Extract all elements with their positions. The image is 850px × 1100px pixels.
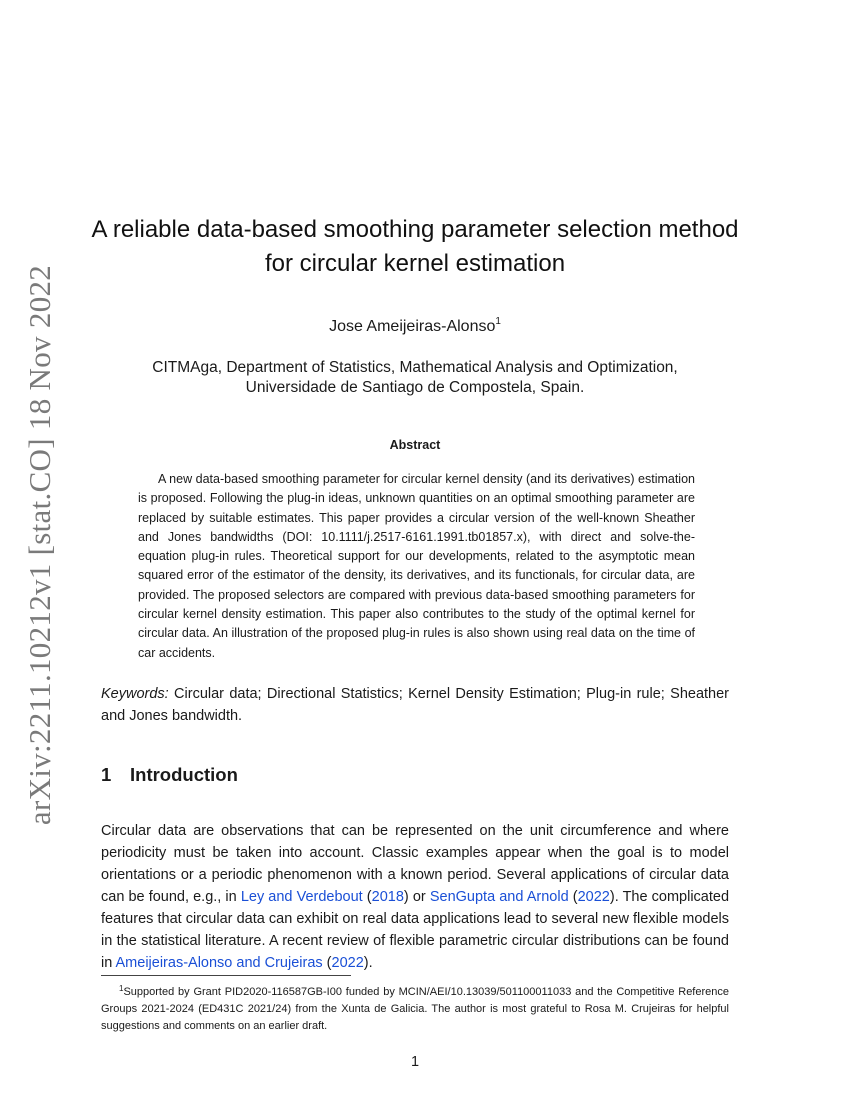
- footnote: [101, 980, 729, 1035]
- citation-year-link-sengupta-arnold[interactable]: 2022: [577, 889, 610, 905]
- introduction-paragraph: Circular data are observations that can be represented on the unit circumference and where periodicity must be taken into account. Classic examples appear when the goal is to model orientations or a periodic phenomenon with a known period. Several applications of circular data can be found, e.g., in Ley and Verdebout (2018) or SenGupta and Arnold (2022). The complicated features that circular data can exhibit on real data applications lead to several new flexible models in the statistical literature. A recent review of flexible parametric circular distributions can be found in Ameijeiras-Alonso and Crujeiras (2022).: [101, 823, 730, 971]
- abstract-body: A new data-based smoothing parameter for circular kernel density (and its derivatives) estimation is proposed. Following the plug-in ideas, unknown quantities on an optimal smoothing parameter are replaced by suitable estimates. This paper provides a circular version of the well-known Sheather and Jones bandwidths (DOI: 10.1111/j.2517-6161.1991.tb01857.x), with direct and solve-the-equation plug-in rules. Theoretical support for our developments, related to the asymptotic mean squared error of the estimator of the density, its derivatives, and its functionals, for circular data, are provided. The proposed selectors are compared with previous data-based smoothing parameters for circular kernel density estimation. This paper also contributes to the study of the optimal kernel for circular data. An illustration of the proposed plug-in rules is also shown using real data on the time of car accidents.: [138, 472, 695, 660]
- citation-year-link-ley-verdebout[interactable]: 2018: [371, 889, 404, 905]
- intro-text-3: . The complicated features that circular data can exhibit on real data applications lead to several new flexible models in the statistical literature. A recent review of flexible parametric circular distributions can be found in: [101, 889, 730, 971]
- intro-text-1: Circular data are observations that can be represented on the unit circumference and where periodicity must be taken into account. Classic examples appear when the goal is to model orientations or a periodic phenomenon with a known period. Several applications of circular data can be found, e.g., in: [101, 823, 729, 905]
- citation-link-ley-verdebout[interactable]: Ley and Verdebout: [240, 889, 363, 905]
- footnote-divider: [101, 975, 351, 976]
- keywords-label: Keywords:: [101, 686, 169, 702]
- paper-title-line-1: A reliable data-based smoothing parameter selection method: [91, 216, 739, 243]
- affiliation-line-1: CITMAga, Department of Statistics, Mathematical Analysis and Optimization,: [152, 359, 678, 376]
- citation-link-sengupta-arnold[interactable]: SenGupta and Arnold: [429, 889, 569, 905]
- keywords-paragraph: [101, 683, 729, 727]
- author-line: [60, 312, 770, 337]
- footnote-text: Supported by Grant PID2020-116587GB-I00 funded by MCIN/AEI/10.13039/501100011033 and the Competitive Reference Groups 2021-2024 (ED431C 2021/24) from the Xunta de Galicia. The author is most grateful to Rosa M. Crujeiras for helpful suggestions and comments on an earlier draft.: [101, 986, 729, 1032]
- abstract-heading: Abstract: [389, 438, 441, 452]
- intro-text-4: .: [368, 955, 373, 971]
- author-footnote-mark: 1: [495, 316, 501, 327]
- paper-title-line-2: for circular kernel estimation: [264, 250, 566, 277]
- intro-text-2: or: [408, 889, 430, 905]
- section-heading-introduction: [101, 764, 238, 786]
- citation-link-ameijeiras-crujeiras[interactable]: Ameijeiras-Alonso and Crujeiras: [115, 955, 323, 971]
- section-number: 1: [101, 764, 112, 785]
- keywords-text: Circular data; Directional Statistics; Kernel Density Estimation; Plug-in rule; Sheather and Jones bandwidth.: [101, 686, 729, 724]
- paper-title: [60, 213, 770, 281]
- affiliation-line-2: Universidade de Santiago de Compostela, Spain.: [245, 379, 585, 396]
- arxiv-identifier-text: arXiv:2211.10212v1 [stat.CO] 18 Nov 2022: [22, 264, 57, 826]
- author-name: Jose Ameijeiras-Alonso: [329, 318, 496, 335]
- citation-year-link-ameijeiras-crujeiras[interactable]: 2022: [331, 955, 364, 971]
- section-title: Introduction: [130, 764, 238, 785]
- footnote-mark: 1: [119, 984, 124, 993]
- page-number: 1: [410, 1054, 420, 1070]
- author-affiliation: [60, 358, 770, 398]
